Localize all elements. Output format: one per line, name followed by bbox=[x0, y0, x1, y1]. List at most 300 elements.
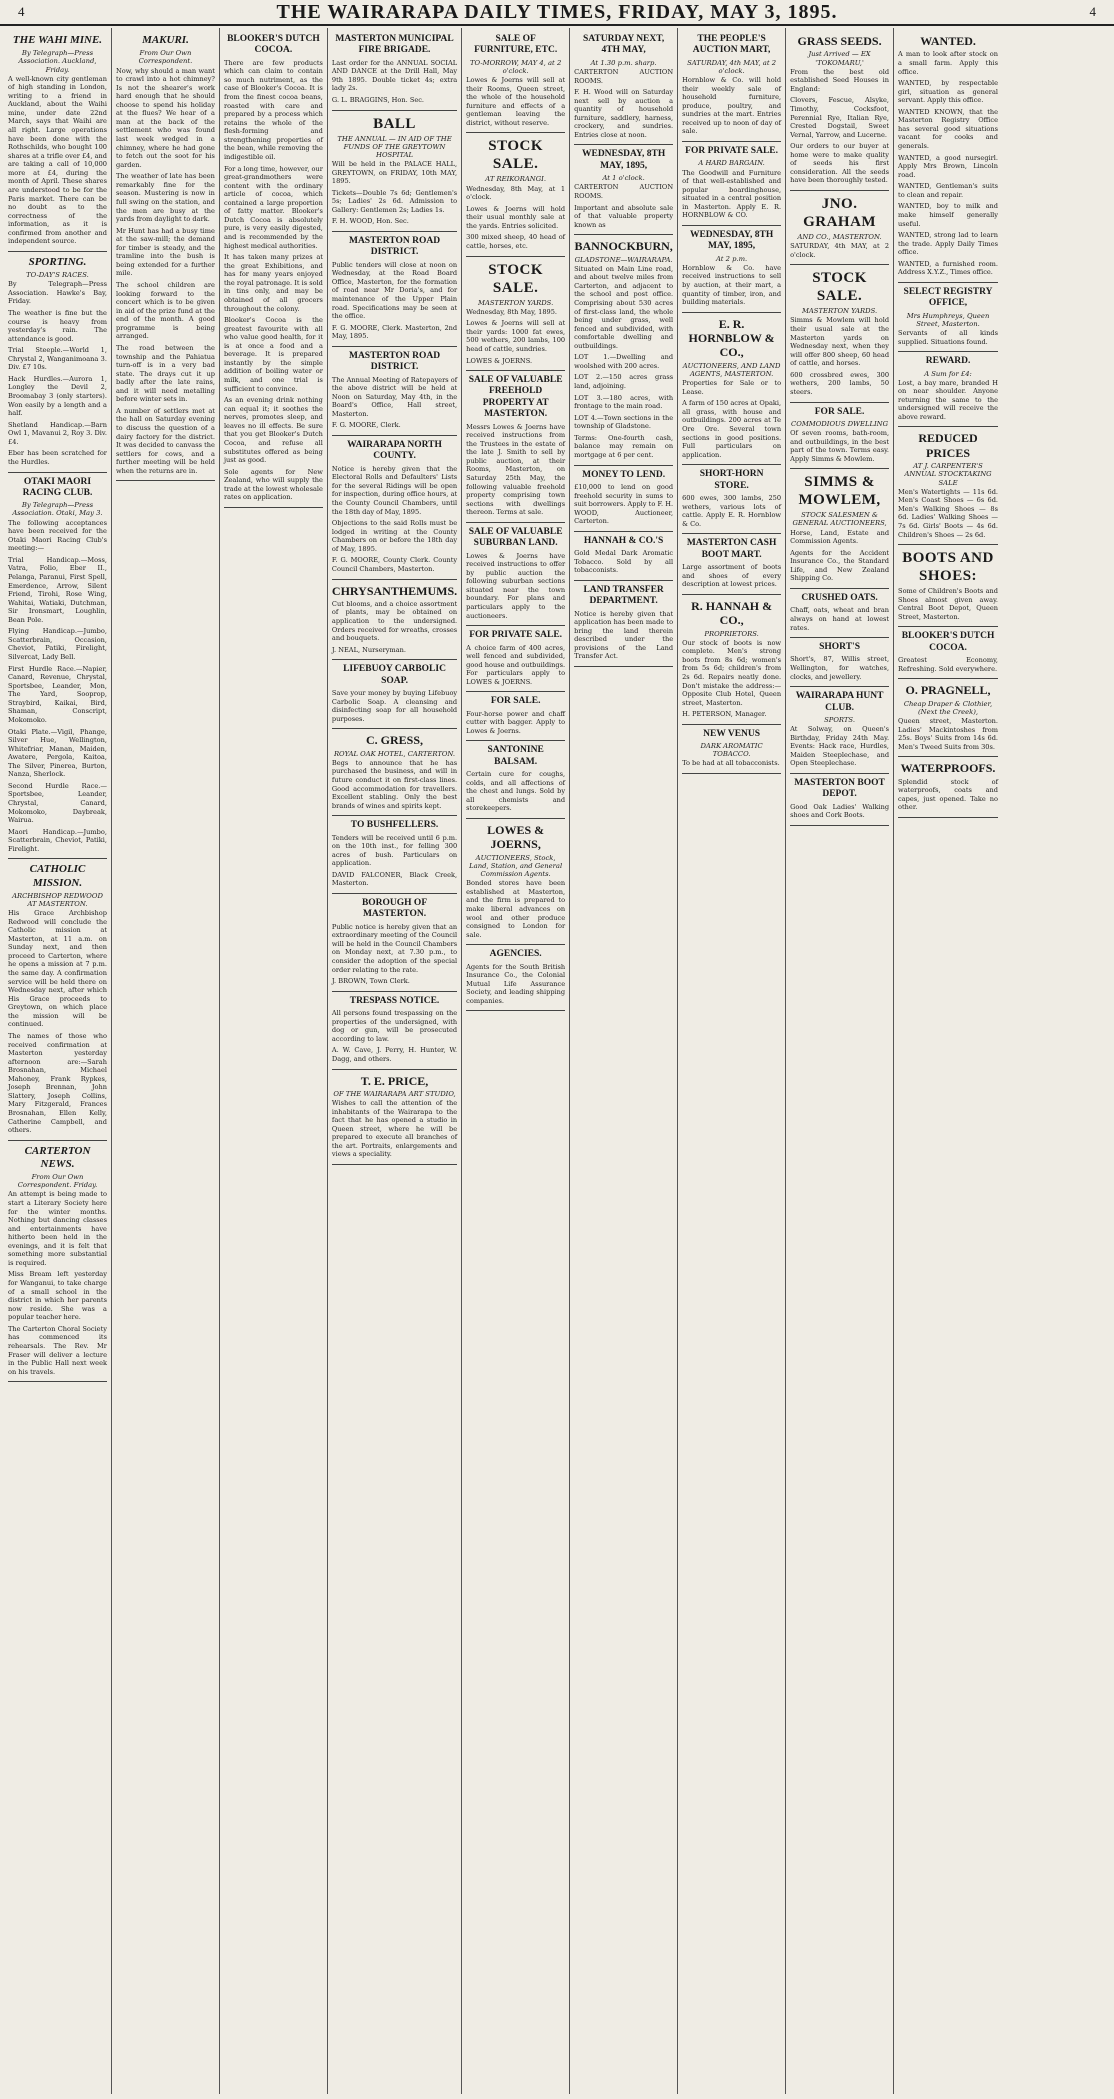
article bbox=[332, 34, 457, 105]
article bbox=[8, 477, 107, 854]
article-paragraph: Trial Steeple.—World 1, Chrystal 2, Wanganimoana 3. Div. £7 10s. bbox=[8, 346, 107, 372]
article bbox=[8, 34, 107, 246]
article bbox=[682, 538, 781, 588]
article bbox=[574, 34, 673, 139]
article-subheading: From Our Own Correspondent. Friday. bbox=[17, 1173, 98, 1190]
article-paragraph: Hornblow & Co. will hold their weekly sale of household furniture, produce, poultry, and sundries at the mart. Entries received up to noon of day of sale. bbox=[682, 76, 782, 136]
article-paragraph: Chaff, oats, wheat and bran always on hand at lowest rates. bbox=[790, 606, 890, 632]
article-paragraph: Some of Children's Boots and Shoes almost given away. Central Boot Depot, Queen Street, Masterton. bbox=[898, 587, 999, 621]
column-rule bbox=[332, 110, 457, 111]
article-subheading: A HARD BARGAIN. bbox=[698, 159, 765, 168]
article-paragraph: DAVID FALCONER, Black Creek, Masterton. bbox=[331, 870, 458, 888]
article-paragraph: First Hurdle Race.—Napier, Canard, Revenue, Chrystal, Sportsbee, Leander, Mon, The Yard, Sooprop, Straybird, Kaikai, Bird, Shaman, Conscript, Mokomoko. bbox=[8, 664, 107, 724]
article-heading: JNO. GRAHAM bbox=[803, 196, 877, 231]
article-subheading: By Telegraph—Press Association. Auckland, Friday. bbox=[18, 49, 97, 74]
column-rule bbox=[682, 594, 781, 595]
article-paragraph: His Grace Archbishop Redwood will conclude the Catholic mission at Masterton, at 11 a.m. on Sunday next, and then proceed to Carterton, where he opens a mission at 7 p.m. the same day. A confirmation service will be held there on Wednesday next, after which His Grace proceeds to Greytown, on which place the mission will be continued. bbox=[8, 909, 107, 1029]
article bbox=[790, 269, 889, 396]
article-paragraph: Mr Hunt has had a busy time at the saw-mill; the demand for timber is steady, and the tramline into the bush is being extended for a further mile. bbox=[115, 226, 215, 278]
article-paragraph: Situated on Main Line road, and about twelve miles from Carterton, and adjacent to the school and post office. Comprising about 530 acres of first-class land, the whole being under grass, well fenced and subdivided, with comfortable dwelling and outbuildings. bbox=[574, 264, 674, 350]
article-subheading: Just Arrived — EX 'TOKOMARU,' bbox=[808, 50, 871, 67]
article bbox=[898, 761, 998, 812]
article-heading: SALE OF VALUABLE SUBURBAN LAND. bbox=[468, 526, 563, 549]
article bbox=[8, 863, 107, 1134]
article-paragraph: F. H. Wood will on Saturday next sell by auction a quantity of household furniture, saddlery, harness, crockery, and sundries. Entries close at noon. bbox=[574, 88, 674, 139]
column-rule bbox=[790, 825, 889, 826]
article-heading: REDUCED PRICES bbox=[918, 431, 978, 460]
article-paragraph: Objections to the said Rolls must be lodged in writing at the County Chambers on or before the 18th day of May, 1895. bbox=[331, 519, 458, 553]
article-paragraph: A number of settlers met at the hall on Saturday evening to discuss the question of a dairy factory for the district. It was decided to canvass the settlers for cows, and a further meeting will be held when the returns are in. bbox=[115, 406, 215, 475]
article-heading: LAND TRANSFER DEPARTMENT. bbox=[583, 584, 664, 607]
article-heading: WEDNESDAY, 8TH MAY, 1895, bbox=[581, 149, 666, 171]
article-paragraph: Flying Handicap.—Jumbo, Scatterbrain, Occasion, Cheviot, Patiki, Firelight, Silvercat, Lady Bell. bbox=[8, 627, 107, 662]
article bbox=[574, 149, 673, 229]
article-paragraph: By Telegraph—Press Association. Hawke's Bay, Friday. bbox=[8, 280, 107, 306]
article-paragraph: Will be held in the PALACE HALL, GREYTOWN, on FRIDAY, 10th MAY, 1895. bbox=[331, 160, 458, 186]
article-heading: MONEY TO LEND. bbox=[582, 469, 666, 480]
article-heading: TO BUSHFELLERS. bbox=[350, 820, 439, 831]
article-paragraph: Maori Handicap.—Jumbo, Scatterbrain, Cheviot, Patiki, Firelight. bbox=[8, 827, 107, 853]
column-5 bbox=[462, 28, 570, 2094]
article bbox=[224, 34, 323, 502]
article-heading: SHORT-HORN STORE. bbox=[699, 469, 764, 491]
article-heading: SANTONINE BALSAM. bbox=[487, 745, 544, 767]
article-subheading: ARCHBISHOP REDWOOD AT MASTERTON. bbox=[12, 891, 103, 908]
article-heading: STOCK SALE. bbox=[488, 138, 544, 173]
article-heading: CHRYSANTHEMUMS. bbox=[331, 583, 458, 598]
article-paragraph: G. L. BRAGGINS, Hon. Sec. bbox=[331, 96, 425, 105]
article bbox=[332, 664, 457, 723]
article-paragraph: WANTED, strong lad to learn the trade. Apply Daily Times office. bbox=[898, 231, 999, 257]
article-paragraph: Lowes & Joerns will sell at their yards: 1000 fat ewes, 500 wethers, 200 lambs, 100 head of cattle, sundries. bbox=[466, 319, 566, 353]
column-rule bbox=[790, 264, 889, 265]
article-heading: HANNAH & CO.'S bbox=[583, 535, 664, 546]
column-7 bbox=[678, 28, 786, 2094]
article-paragraph: LOT 3.—180 acres, with frontage to the main road. bbox=[574, 393, 674, 411]
article bbox=[332, 898, 457, 986]
article bbox=[574, 239, 673, 459]
article-paragraph: All persons found trespassing on the properties of the undersigned, with dog or gun, will be prosecuted according to law. bbox=[331, 1009, 458, 1043]
article-paragraph: The weather of late has been remarkably fine for the season. Mustering is now in full swing on the station, and the men are busy at the yards from daylight to dark. bbox=[115, 172, 215, 224]
article-paragraph: Trial Handicap.—Moss, Vatra, Folio, Eber II., Pelanga, Paranui, First Spell, Emerdence, Arrow, Silent Friend, Tirohi, Rose Wing, Wahitai, Watiaki, Dutchman, Sir Ironsmart, Loughlin, Bean Pole. bbox=[8, 555, 107, 624]
article-subheading: At 1 o'clock. bbox=[602, 174, 645, 183]
article-paragraph: Our orders to our buyer at home were to make quality of seeds his first consideration. All the seeds have been thoroughly tested. bbox=[790, 142, 890, 185]
column-rule bbox=[332, 728, 457, 729]
article bbox=[682, 34, 781, 136]
article bbox=[466, 137, 565, 250]
article-heading: LOWES & JOERNS, bbox=[487, 823, 545, 852]
article-paragraph: There are few products which can claim to contain so much nutriment, as the case of Blooker's Cocoa. It is from the finest cocoa beans, roasted with care and prepared by a process which retains the whole of the flesh-forming and strengthening properties of the bean, while removing the indigestible oil. bbox=[223, 58, 323, 161]
article-paragraph: F. G. MOORE, Clerk. Masterton, 2nd May, 1895. bbox=[331, 323, 458, 341]
article bbox=[898, 431, 998, 539]
article-subheading: DARK AROMATIC TOBACCO. bbox=[700, 742, 763, 759]
article-paragraph: CARTERTON AUCTION ROOMS. bbox=[574, 183, 674, 200]
article-paragraph: CARTERTON AUCTION ROOMS. bbox=[574, 67, 674, 85]
article bbox=[332, 996, 457, 1064]
article-subheading: OF THE WAIRARAPA ART STUDIO, bbox=[333, 1089, 456, 1098]
article-subheading: TO-DAY'S RACES. bbox=[26, 271, 89, 280]
column-6 bbox=[570, 28, 678, 2094]
column-rule bbox=[898, 426, 998, 427]
article-paragraph: F. G. MOORE, Clerk. bbox=[331, 421, 401, 430]
column-rule bbox=[466, 818, 565, 819]
column-rule bbox=[682, 225, 781, 226]
article-paragraph: Queen street, Masterton. Ladies' Mackintoshes from 25s. Boys' Suits from 14s 6d. Men's Tweed Suits from 30s. bbox=[898, 716, 999, 751]
column-rule bbox=[790, 402, 889, 403]
article-paragraph: Begs to announce that he has purchased the business, and will in future conduct it on first-class lines. Good accommodation for travellers. Excellent stabling. Only the best brands of wines and spirits kept. bbox=[331, 758, 458, 810]
article-paragraph: Properties for Sale or to Lease. bbox=[682, 379, 782, 396]
article bbox=[332, 820, 457, 888]
article-paragraph: Miss Bream left yesterday for Wanganui, to take charge of a small school in the district in which her parents now reside. She was a popular teacher here. bbox=[8, 1270, 107, 1322]
column-rule bbox=[116, 480, 215, 481]
article-paragraph: F. H. WOOD, Hon. Sec. bbox=[331, 217, 409, 226]
column-rule bbox=[898, 817, 998, 818]
article-paragraph: Good Oak Ladies' Walking shoes and Cork Boots. bbox=[790, 802, 890, 820]
article bbox=[466, 823, 565, 939]
article bbox=[332, 584, 457, 655]
column-rule bbox=[574, 531, 673, 532]
article-paragraph: WANTED, a furnished room. Address X.Y.Z., Times office. bbox=[898, 259, 999, 277]
article-paragraph: Horse, Land, Estate and Commission Agents. bbox=[790, 528, 890, 546]
article-paragraph: SATURDAY, 4th MAY, at 2 o'clock. bbox=[790, 242, 890, 259]
column-rule bbox=[8, 858, 107, 859]
article-heading: WAIRARAPA HUNT CLUB. bbox=[795, 691, 884, 713]
column-rule bbox=[790, 588, 889, 589]
article-subheading: SATURDAY, 4th MAY, at 2 o'clock. bbox=[687, 58, 777, 75]
article-paragraph: Notice is hereby given that the Electoral Rolls and Defaulters' Lists for the several Ridings will be open for inspection, during office hours, at the County Council Chambers, until the 18th day of May, 1895. bbox=[331, 464, 458, 516]
article-paragraph: Save your money by buying Lifebuoy Carbolic Soap. A cleansing and disinfecting soap for all household purposes. bbox=[331, 689, 458, 723]
article-heading: T. E. PRICE, bbox=[360, 1073, 429, 1088]
column-rule bbox=[332, 893, 457, 894]
article-paragraph: Short's, 87, Willis street, Wellington, for watches, clocks, and jewellery. bbox=[790, 655, 890, 681]
article-heading: LIFEBUOY CARBOLIC SOAP. bbox=[343, 664, 446, 686]
column-rule bbox=[8, 1381, 107, 1382]
column-rule bbox=[898, 351, 998, 352]
article-paragraph: J. NEAL, Nurseryman. bbox=[331, 645, 407, 654]
article-paragraph: Now, why should a man want to crawl into a hot chimney? Is not the shearer's work hard enough that he should choose to spend his holiday at the flues? We hear of a man at the back of the settlement who was found last week wedged in a chimney, where he had gone to fetch out the soot for his garden. bbox=[115, 66, 215, 169]
article-paragraph: Second Hurdle Race.—Sportsbee, Leander, Chrystal, Canard, Mokomoko, Daybreak, Wairua. bbox=[8, 781, 107, 825]
column-rule bbox=[898, 756, 998, 757]
column-rule bbox=[466, 522, 565, 523]
column-rule bbox=[682, 773, 781, 774]
article-paragraph: The Carterton Choral Society has commenced its rehearsals. The Rev. Mr Fraser will deliver a lecture in the Public Hall next week on his travels. bbox=[8, 1324, 107, 1376]
article-paragraph: Tickets—Double 7s 6d; Gentlemen's 5s; Ladies' 2s 6d. Admission to Gallery: Gentlemen 2s; Ladies 1s. bbox=[331, 188, 458, 214]
article-paragraph: Splendid stock of waterproofs, coats and capes, just opened. Take no other. bbox=[898, 777, 999, 812]
article-heading: AGENCIES. bbox=[489, 949, 542, 960]
column-rule bbox=[466, 132, 565, 133]
article-heading: NEW VENUS bbox=[703, 728, 761, 739]
column-rule bbox=[224, 507, 323, 508]
article-subheading: AUCTIONEERS, Stock, Land, Station, and General Commission Agents. bbox=[469, 853, 563, 879]
article-heading: MASTERTON ROAD DISTRICT. bbox=[348, 350, 441, 373]
article-paragraph: Hack Hurdles.—Aurora 1, Longley the Devil 2, Broomabay 3 (only starters). Won easily by a length and a half. bbox=[8, 374, 107, 418]
article bbox=[790, 473, 889, 583]
article-paragraph: £10,000 to lend on good freehold security in sums to suit borrowers. Apply to F. H. WOOD, Auctioneer, Carterton. bbox=[574, 482, 674, 526]
column-rule bbox=[466, 370, 565, 371]
article-paragraph: F. G. MOORE, County Clerk. County Council Chambers, Masterton. bbox=[331, 556, 458, 573]
article-paragraph: Sole agents for New Zealand, who will supply the trade at the lowest wholesale rates on application. bbox=[223, 467, 323, 502]
article-heading: MASTERTON MUNICIPAL FIRE BRIGADE. bbox=[335, 34, 454, 56]
article-paragraph: Servants of all kinds supplied. Situations found. bbox=[898, 328, 999, 346]
article-heading: MAKURI. bbox=[142, 34, 189, 46]
article-heading: GRASS SEEDS. bbox=[797, 34, 882, 48]
article bbox=[116, 34, 215, 475]
column-rule bbox=[574, 666, 673, 667]
article bbox=[682, 729, 781, 768]
column-rule bbox=[574, 234, 673, 235]
column-rule bbox=[790, 637, 889, 638]
article bbox=[574, 536, 673, 575]
article-paragraph: Notice is hereby given that application has been made to bring the land therein described under the provisions of the Land Transfer Act. bbox=[574, 609, 674, 661]
article-heading: FOR PRIVATE SALE. bbox=[469, 630, 563, 641]
article-subheading: By Telegraph—Press Association. Otaki, May 3. bbox=[12, 501, 103, 518]
article-paragraph: LOT 4.—Town sections in the township of Gladstone. bbox=[574, 413, 674, 431]
article-paragraph: Shetland Handicap.—Barn Owl 1, Mavanui 2, Roy 3. Div. £4. bbox=[8, 420, 107, 446]
column-rule bbox=[8, 251, 107, 252]
article-paragraph: Men's Watertights — 11s 6d. Men's Coast Shoes — 6s 6d. Men's Walking Shoes — 8s 6d. Ladies' Walking Shoes — 7s 6d. Girls' Boots — 4s 6d. Children's Shoes — 2s 6d. bbox=[898, 487, 999, 539]
article-heading: BLOOKER'S DUTCH COCOA. bbox=[227, 34, 320, 56]
article bbox=[574, 585, 673, 661]
article-paragraph: Certain cure for coughs, colds, and all affections of the chest and lungs. Sold by all chemists and storekeepers. bbox=[466, 770, 566, 813]
column-rule bbox=[8, 1140, 107, 1141]
article-heading: MASTERTON ROAD DISTRICT. bbox=[348, 236, 441, 258]
article-paragraph: Wednesday, 8th May, at 1 o'clock. bbox=[466, 184, 566, 202]
article-heading: C. GRESS, bbox=[366, 733, 424, 748]
article-paragraph: Clovers, Fescue, Alsyke, Timothy, Cocksfoot, Perennial Rye, Italian Rye, Crested Dogstail, Sweet Vernal, Yarrow, and Lucerne. bbox=[790, 96, 890, 139]
article-paragraph: Wednesday, 8th May, 1895. bbox=[466, 307, 558, 316]
column-8 bbox=[786, 28, 894, 2094]
column-rule bbox=[790, 773, 889, 774]
column-rule bbox=[332, 579, 457, 580]
article-subheading: At 2 p.m. bbox=[715, 254, 748, 263]
article-paragraph: WANTED KNOWN, that the Masterton Registry Office has several good situations vacant for cooks and generals. bbox=[898, 107, 999, 151]
column-rule bbox=[682, 141, 781, 142]
article-paragraph: Lowes & Joerns will hold their usual monthly sale at the yards. Entries solicited. bbox=[466, 204, 566, 230]
article-subheading: STOCK SALESMEN & GENERAL AUCTIONEERS, bbox=[792, 511, 887, 528]
article-heading: STOCK SALE. bbox=[488, 261, 544, 296]
column-rule bbox=[332, 435, 457, 436]
article-heading: BOOTS AND SHOES: bbox=[902, 550, 994, 585]
column-rule bbox=[790, 468, 889, 469]
page-number-left: 4 bbox=[18, 4, 25, 19]
column-rule bbox=[574, 144, 673, 145]
article bbox=[682, 599, 781, 719]
article-subheading: From Our Own Correspondent. bbox=[138, 49, 193, 66]
column-rule bbox=[332, 1164, 457, 1165]
column-rule bbox=[332, 231, 457, 232]
column-rule bbox=[466, 1010, 565, 1011]
column-rule bbox=[332, 991, 457, 992]
column-rule bbox=[466, 944, 565, 945]
article bbox=[466, 745, 565, 813]
article-heading: SPORTING. bbox=[28, 255, 87, 268]
article-subheading: COMMODIOUS DWELLING bbox=[791, 419, 889, 428]
article-paragraph: Our stock of boots is now complete. Men's strong boots from 8s 6d; women's from 5s 6d; children's from 2s 6d. Repairs neatly done. Don't mistake the address:—Opposite Club Hotel, Queen street, Masterton. bbox=[682, 638, 782, 707]
article bbox=[332, 440, 457, 574]
article-paragraph: It has taken many prizes at the great Exhibitions, and has for many years enjoyed the royal patronage. It is sold in tins only, and may be obtained of all grocers throughout the colony. bbox=[223, 253, 323, 313]
article-paragraph: The weather is fine but the course is heavy from yesterday's rain. The attendance is good. bbox=[8, 308, 107, 343]
article bbox=[682, 469, 781, 528]
column-1 bbox=[4, 28, 112, 2094]
article-heading: CATHOLIC MISSION. bbox=[29, 863, 86, 889]
article-heading: MASTERTON CASH BOOT MART. bbox=[686, 538, 777, 560]
article-heading: OTAKI MAORI RACING CLUB. bbox=[22, 476, 93, 498]
article-subheading: Mrs Humphreys, Queen Street, Masterton. bbox=[906, 311, 990, 328]
masthead bbox=[0, 0, 1114, 26]
article-paragraph: At Solway, on Queen's Birthday, Friday 24th May. Events: Hack race, Hurdles, Maiden Steeplechase, and Open Steeplechase. bbox=[790, 725, 890, 768]
article-paragraph: Eber has been scratched for the Hurdles. bbox=[8, 449, 107, 466]
article bbox=[332, 115, 457, 226]
article bbox=[898, 549, 998, 621]
column-rule bbox=[898, 626, 998, 627]
article-heading: THE WAHI MINE. bbox=[12, 34, 103, 46]
article bbox=[466, 34, 565, 127]
article bbox=[332, 351, 457, 430]
article-paragraph: A choice farm of 400 acres, well fenced and subdivided, good house and outbuildings. For particulars apply to LOWES & JOERNS. bbox=[466, 643, 566, 686]
article-paragraph: Hornblow & Co. have received instructions to sell by auction, at their mart, a quantity of timber, iron, and building materials. bbox=[682, 263, 782, 307]
article-heading: SATURDAY NEXT, 4TH MAY, bbox=[582, 34, 665, 56]
article-heading: WANTED. bbox=[920, 34, 976, 48]
article-subheading: At 1.30 p.m. sharp. bbox=[590, 58, 657, 67]
article-paragraph: Otaki Plate.—Vigil, Phange, Silver Hue, Wellington, Whitefriar, Manan, Maiden, Awatere, Pergola, Kaitoa, The Silver, Pinerea, Burton, Nanza, Sherlock. bbox=[8, 727, 107, 779]
article-paragraph: The Annual Meeting of Ratepayers of the above district will be held at Noon on Saturday, May 4th, in the Board's Office, Hall street, Masterton. bbox=[331, 375, 458, 418]
article-heading: SELECT REGISTRY OFFICE, bbox=[903, 286, 993, 309]
article-subheading: SPORTS. bbox=[824, 715, 856, 724]
article bbox=[466, 630, 565, 686]
column-3 bbox=[220, 28, 328, 2094]
article-subheading: AND CO., MASTERTON. bbox=[797, 233, 882, 242]
article-paragraph: Public notice is hereby given that an extraordinary meeting of the Council will be held in the Council Chambers on Monday next, at 7.30 p.m., to consider the adoption of the special order relating to the rate. bbox=[331, 922, 458, 974]
column-rule bbox=[790, 686, 889, 687]
article-heading: WAIRARAPA NORTH COUNTY. bbox=[347, 440, 442, 462]
article-paragraph: A well-known city gentleman of high standing in London, writing to a friend in Auckland, about the Waihi mine, under date 22nd March, says that Waihi are all right. Large operations have been done with the Rothschilds, who bought 100 shares at a trifle over £4, and are taking a call of 10,000 more at £4, during the month of April. These shares are understood to be for the Paris market. There can be no doubt as to the correctness of the information, as it is confirmed from another and independent source. bbox=[8, 74, 107, 246]
article bbox=[8, 1145, 107, 1377]
article bbox=[790, 34, 889, 185]
article-subheading: MASTERTON YARDS. bbox=[478, 298, 554, 307]
article bbox=[466, 527, 565, 620]
article-paragraph: Bonded stores have been established at Masterton, and the firm is prepared to make liberal advances on wool and other produce consigned to London for sale. bbox=[466, 879, 566, 939]
article-paragraph: To be had at all tobacconists. bbox=[682, 759, 780, 768]
article-paragraph: Simms & Mowlem will hold their usual sale at the Masterton yards on Wednesday next, when they will offer 800 sheep, 60 head of cattle, and horses. bbox=[790, 316, 890, 368]
article-paragraph: 600 crossbred ewes, 300 wethers, 200 lambs, 50 steers. bbox=[790, 370, 890, 396]
article-subheading: THE ANNUAL — IN AID OF THE FUNDS OF THE GREYTOWN HOSPITAL bbox=[337, 134, 452, 159]
article-subheading: MASTERTON YARDS. bbox=[801, 307, 878, 316]
column-rule bbox=[466, 691, 565, 692]
article-heading: BOROUGH OF MASTERTON. bbox=[361, 898, 428, 920]
article bbox=[574, 470, 673, 526]
article-paragraph: 300 mixed sheep, 40 head of cattle, horses, etc. bbox=[466, 233, 566, 250]
article-paragraph: Agents for the Accident Insurance Co., the Standard Life, and New Zealand Shipping Co. bbox=[790, 548, 890, 583]
article bbox=[682, 317, 781, 460]
article-heading: FOR PRIVATE SALE. bbox=[685, 146, 778, 157]
column-rule bbox=[332, 659, 457, 660]
column-rule bbox=[682, 312, 781, 313]
columns-container bbox=[4, 28, 1110, 2094]
article bbox=[8, 256, 107, 467]
article bbox=[898, 631, 998, 673]
article-paragraph: The school children are looking forward to the concert which is to be given in aid of the prize fund at the end of the month. A good programme is being arranged. bbox=[115, 281, 215, 341]
column-rule bbox=[790, 190, 889, 191]
article-paragraph: The following acceptances have been received for the Otaki Maori Racing Club's meeting:— bbox=[8, 518, 107, 553]
article-paragraph: Wishes to call the attention of the inhabitants of the Wairarapa to the fact that he has opened a studio in Queen street, where he will be prepared to execute all branches of the art. Portraits, enlargements and views a speciality. bbox=[331, 1099, 458, 1159]
article-heading: BANNOCKBURN, bbox=[574, 239, 673, 254]
article-heading: SALE OF VALUABLE FREEHOLD PROPERTY AT MASTERTON. bbox=[468, 375, 563, 420]
article bbox=[790, 691, 889, 768]
column-rule bbox=[574, 580, 673, 581]
article-paragraph: A. W. Cave, J. Perry, H. Hunter, W. Dagg, and others. bbox=[331, 1046, 458, 1063]
article-heading: WATERPROOFS. bbox=[900, 761, 996, 776]
article-paragraph: Lost, a bay mare, branded H on near shoulder. Anyone returning the same to the undersigned will receive the above reward. bbox=[898, 378, 999, 421]
column-4 bbox=[328, 28, 462, 2094]
column-rule bbox=[8, 472, 107, 473]
article bbox=[790, 778, 889, 820]
article-heading: THE PEOPLE'S AUCTION MART, bbox=[692, 34, 771, 56]
article-paragraph: Gold Medal Dark Aromatic Tobacco. Sold by all tobacconists. bbox=[574, 549, 674, 575]
article-paragraph: The Goodwill and Furniture of that well-established and popular boardinghouse, situated in a central position in Masterton. Apply E. R. HORNBLOW & CO. bbox=[682, 168, 782, 220]
article-paragraph: Cut blooms, and a choice assortment of plants, may be obtained on application to the undersigned. Orders received for wreaths, crosses and bouquets. bbox=[331, 599, 458, 643]
article bbox=[466, 696, 565, 735]
article bbox=[790, 593, 889, 632]
article bbox=[682, 146, 781, 220]
article-paragraph: A man to look after stock on a small farm. Apply this office. bbox=[898, 50, 999, 76]
article-paragraph: As an evening drink nothing can equal it; it soothes the nerves, promotes sleep, and leaves no ill effects. Be sure that you get Blooker's Dutch Cocoa, and refuse all substitutes offered as being just as good. bbox=[223, 396, 323, 465]
article-heading: SIMMS & MOWLEM, bbox=[798, 474, 881, 509]
article bbox=[682, 230, 781, 307]
article-paragraph: Four-horse power and chaff cutter with bagger. Apply to Lowes & Joerns. bbox=[466, 709, 566, 735]
article bbox=[332, 236, 457, 341]
article-subheading: PROPRIETORS. bbox=[704, 629, 759, 638]
article-heading: SALE OF FURNITURE, ETC. bbox=[474, 34, 558, 56]
column-rule bbox=[682, 724, 781, 725]
column-rule bbox=[682, 464, 781, 465]
article-heading: O. PRAGNELL, bbox=[905, 683, 991, 698]
article-heading: WEDNESDAY, 8TH MAY, 1895, bbox=[689, 229, 774, 252]
article-subheading: TO-MORROW, MAY 4, at 2 o'clock. bbox=[470, 58, 562, 75]
article-paragraph: Messrs Lowes & Joerns have received instructions from the Trustees in the estate of the late J. Smith to sell by public auction, at their Rooms, Masterton, on Saturday 25th May, the following valuable freehold property comprising town sections with dwellings thereon. Terms at sale. bbox=[466, 422, 566, 517]
article-paragraph: Greatest Economy, Refreshing. Sold everywhere. bbox=[898, 656, 999, 673]
column-rule bbox=[574, 465, 673, 466]
column-rule bbox=[466, 256, 565, 257]
article-paragraph: Important and absolute sale of that valuable property known as bbox=[574, 203, 674, 229]
article-paragraph: LOWES & JOERNS. bbox=[466, 356, 533, 365]
article-heading: BALL bbox=[373, 115, 416, 132]
article-subheading: AT REIKORANGI. bbox=[485, 175, 546, 184]
article-paragraph: The road between the township and the Pahiatua turn-off is in a very bad state. The drays cut it up badly after the late rains, and it will need metalling before winter sets in. bbox=[115, 343, 215, 404]
article-paragraph: An attempt is being made to start a Literary Society here for the winter months. Nothing but dancing classes and entertainments have hitherto been held in the evenings, and it is felt that something more substantial is required. bbox=[8, 1190, 107, 1267]
column-rule bbox=[466, 625, 565, 626]
article-subheading: GLADSTONE—WAIRARAPA. bbox=[574, 255, 673, 264]
article-paragraph: Of seven rooms, bath-room, and outbuildings, in the best part of the town. Terms easy. Apply Simms & Mowlem. bbox=[790, 429, 890, 463]
article bbox=[898, 34, 998, 277]
article-paragraph: The names of those who received confirmation at Masterton yesterday afternoon are:—Sarah Brosnahan, Michael Mahoney, Frank Rypkes, Joseph Brennan, John Slattery, Joseph Collins, Mary Fitzgerald, Frances Brosnahan, Ellen Kelly, Catherine Campbell, and others. bbox=[8, 1031, 107, 1135]
article-paragraph: Large assortment of boots and shoes of every description at lowest prices. bbox=[682, 563, 782, 589]
article-heading: CRUSHED OATS. bbox=[801, 593, 878, 603]
article-paragraph: J. BROWN, Town Clerk. bbox=[331, 977, 410, 986]
article-subheading: AUCTIONEERS, AND LAND AGENTS, MASTERTON. bbox=[682, 361, 781, 379]
article-paragraph: Agents for the South British Insurance Co., the Colonial Mutual Life Assurance Society, and leading shipping companies. bbox=[466, 962, 566, 1005]
article-heading: BLOOKER'S DUTCH COCOA. bbox=[901, 631, 995, 653]
article-heading: CARTERTON NEWS. bbox=[24, 1144, 91, 1170]
article-subheading: ROYAL OAK HOTEL, CARTERTON. bbox=[333, 749, 456, 758]
article bbox=[332, 1074, 457, 1159]
article-heading: FOR SALE. bbox=[814, 406, 865, 417]
article-heading: E. R. HORNBLOW & CO., bbox=[688, 316, 775, 360]
article bbox=[466, 949, 565, 1005]
article-subheading: Cheap Draper & Clothier, (Next the Creek), bbox=[903, 699, 993, 716]
column-rule bbox=[682, 533, 781, 534]
article-paragraph: LOT 1.—Dwelling and woolshed with 200 acres. bbox=[574, 353, 674, 370]
article-heading: MASTERTON BOOT DEPOT. bbox=[794, 777, 885, 800]
